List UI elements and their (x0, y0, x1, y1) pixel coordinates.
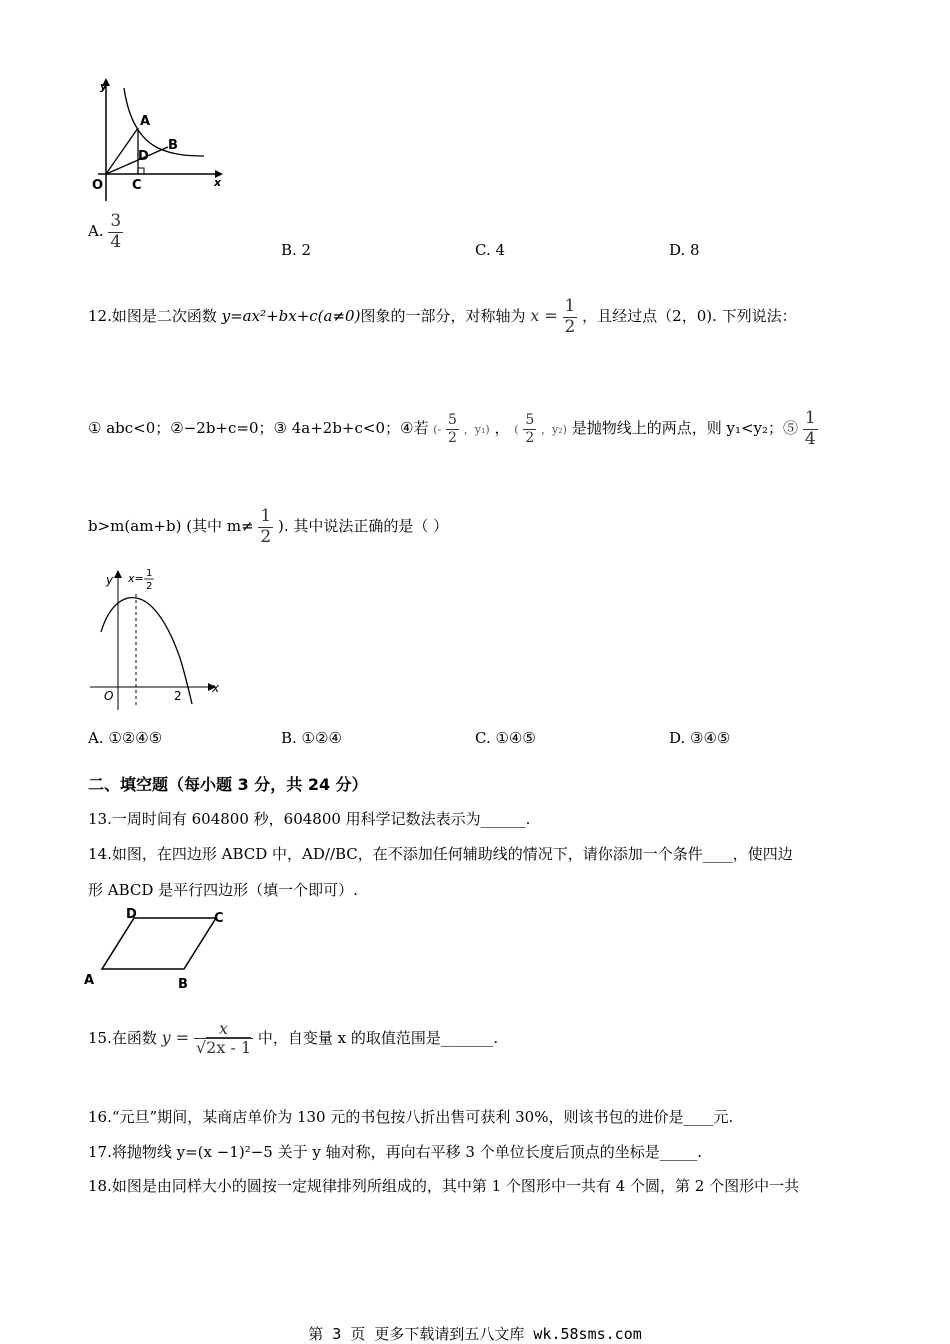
q12-option-d: D. ③④⑤ (669, 729, 731, 747)
q14-label-b: B (178, 977, 188, 992)
q12-label-o: O (104, 689, 114, 703)
q13-text: 13.一周时间有 604800 秒，604800 用科学记数法表示为______. (88, 810, 531, 828)
q12-label-x: x (212, 681, 220, 695)
q11-option-b: B. 2 (281, 241, 312, 259)
q11-graph (88, 76, 228, 206)
section-heading: 二、填空题（每小题 3 分，共 24 分） (88, 775, 368, 794)
q11-option-c: C. 4 (475, 241, 506, 259)
q14-label-a: A (84, 973, 95, 988)
q11-label-y: y (100, 80, 108, 93)
q11-label-x: x (214, 176, 222, 189)
q15-text: 15.在函数 y = $\frac{x}{√2x - 1}$ 中，自变量 x 的取值范围是_______. (88, 1019, 499, 1058)
q11-option-a: A. $\frac{3}{4}$ (88, 211, 122, 252)
q12-option-a: A. ①②④⑤ (88, 729, 163, 747)
q14-text-line2: 形 ABCD 是平行四边形（填一个即可）. (88, 881, 358, 899)
q11-label-c: C (132, 178, 142, 193)
q18-text: 18.如图是由同样大小的圆按一定规律排列所组成的，其中第 1 个图形中一共有 4 个圆，第 2 个图形中一共 (88, 1177, 800, 1195)
q11-option-a-fraction: $\frac{3}{4}$ (110, 211, 122, 252)
q11-label-o: O (92, 178, 104, 193)
q12-option-c: C. ①④⑤ (475, 729, 536, 747)
q12-stem-line3: b>m(am+b) (其中 m≠ $\frac{1}{2}$ ). 其中说法正确的是（ ） (88, 506, 449, 547)
q12-label-axis-den: 2 (146, 581, 153, 592)
q14-label-c: C (214, 911, 224, 926)
q11-label-b: B (168, 138, 178, 153)
q11-label-d: D (138, 149, 149, 164)
q12-stem-line2: ① abc<0；②−2b+c=0；③ 4a+2b+c<0；④若 (- $\frac{5}{2}$ ，y₁) ， ( $\frac{5}{2}$ ，y₂) 是抛物线上的两点，则 y₁<y₂；⑤ $\frac{1}{4}$ (88, 408, 816, 449)
q12-y-arrow (114, 570, 122, 578)
q12-stem-line1: 12.如图是二次函数 y=ax²+bx+c(a≠0)图象的一部分，对称轴为 x = $\frac{1}{2}$ ，且经过点（2，0). 下列说法： (88, 296, 797, 337)
q12-graph (88, 562, 228, 712)
q12-label-axis: x= (128, 572, 144, 585)
q12-option-b: B. ①②④ (281, 729, 342, 747)
q17-text: 17.将抛物线 y=(x −1)²−5 关于 y 轴对称，再向右平移 3 个单位长度后顶点的坐标是_____. (88, 1143, 702, 1161)
q12-label-y: y (106, 573, 114, 587)
q16-text: 16.“元旦”期间，某商店单价为 130 元的书包按八折出售可获利 30%，则该书包的进价是____元. (88, 1108, 734, 1126)
q14-shape (102, 918, 216, 969)
q11-label-a: A (140, 114, 151, 129)
q12-label-2: 2 (174, 689, 182, 703)
q11-right-angle (138, 168, 144, 174)
page-footer: 第 3 页 更多下载请到五八文库 wk.58sms.com (308, 1325, 642, 1343)
q11-hyperbola (124, 88, 204, 156)
q12-label-axis-num: 1 (146, 568, 153, 579)
q11-option-d: D. 8 (669, 241, 700, 259)
q14-text-line1: 14.如图，在四边形 ABCD 中，AD//BC，在不添加任何辅助线的情况下，请你添加一个条件____，使四边 (88, 845, 793, 863)
q14-label-d: D (126, 907, 137, 922)
q14-parallelogram (82, 905, 232, 995)
